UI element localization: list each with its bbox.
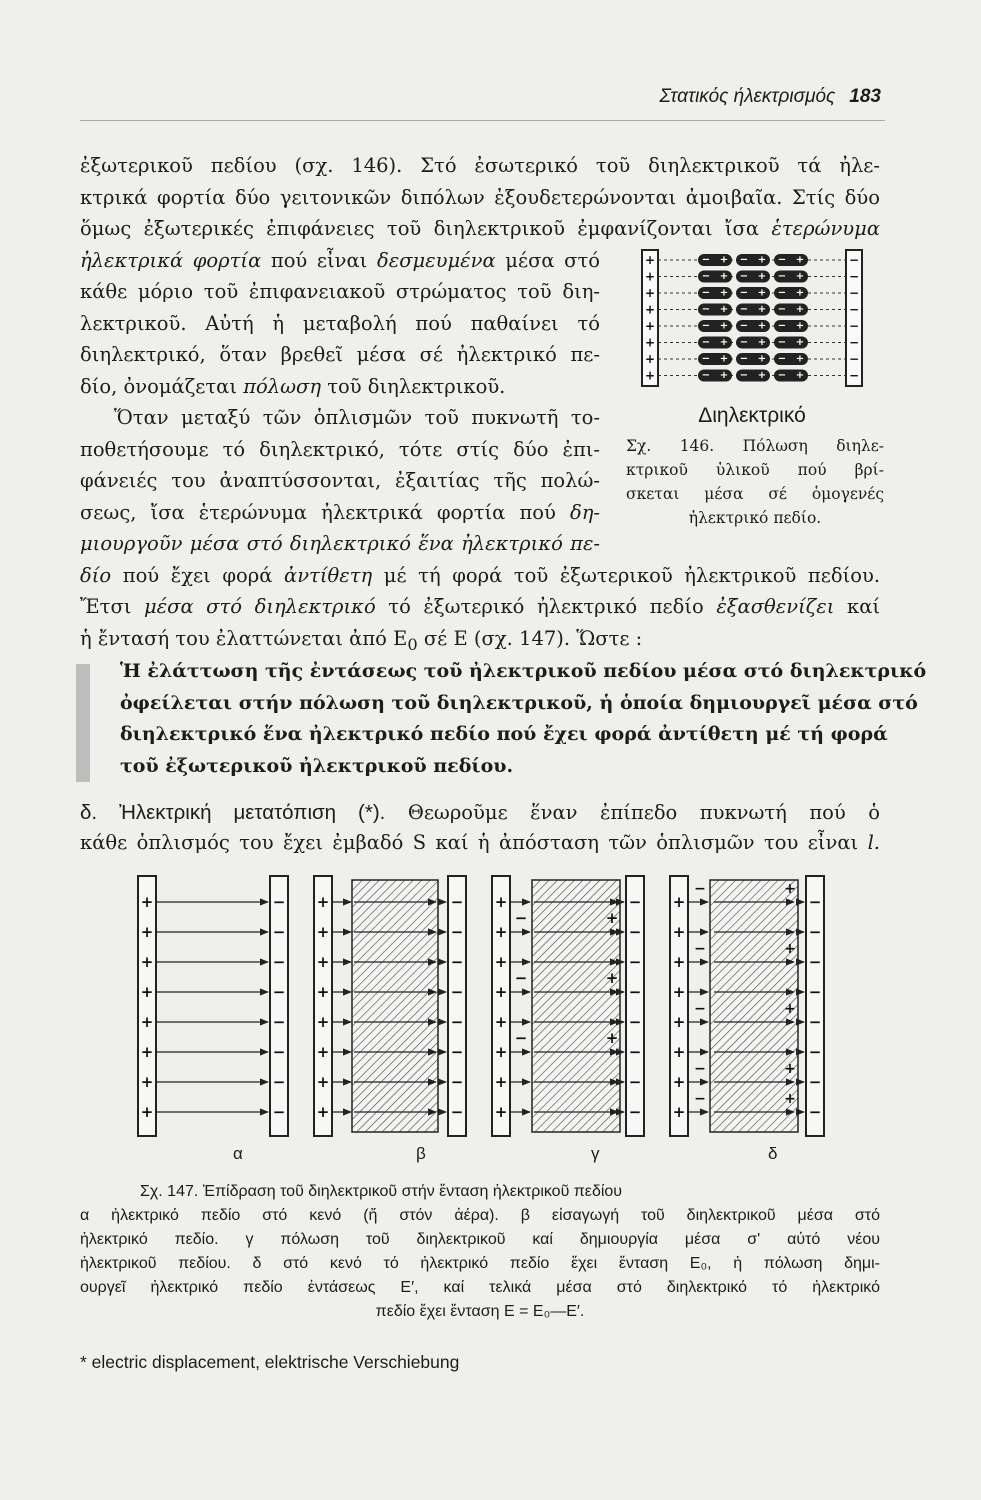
plate-minus-sign: − (808, 1073, 822, 1091)
dipole-plus-sign: + (757, 353, 767, 365)
plate-minus-sign: − (808, 1103, 822, 1121)
plate-minus-sign: − (808, 953, 822, 971)
polarization-plus-sign: + (784, 881, 796, 897)
plate-plus-sign: + (140, 893, 154, 911)
dipole-plus-sign: + (719, 370, 729, 381)
term-polarization: πόλωση (243, 374, 321, 398)
highlight-bar (76, 664, 90, 782)
symbol-l: l. (867, 831, 880, 854)
dipole-plus-sign: + (795, 353, 805, 365)
caption-line: πεδίο ἔχει ἔνταση E = E₀—E′. (375, 1303, 585, 1320)
text-run: Ἔτσι (80, 595, 132, 618)
caption-line: Σχ. 147. Ἐπίδραση τοῦ διηλεκτρικοῦ στήν ἔνταση ἠλεκτρικοῦ πεδίου (140, 1183, 623, 1200)
plate-minus-sign: − (848, 286, 860, 300)
plate-minus-sign: − (628, 1103, 642, 1121)
text-line (80, 798, 880, 828)
panel-a-negative-plate (270, 876, 288, 1136)
plate-minus-sign: − (450, 1043, 464, 1061)
dipole-plus-sign: + (757, 337, 767, 348)
caption-line: ἠλεκτρικό πεδίο. γ πόλωση τοῦ διηλεκτρικοῦ καί δημιουργία μέσα σ' αὐτό νέου (80, 1231, 880, 1248)
polarization-minus-sign: − (514, 1029, 528, 1047)
dipole-plus-sign: + (795, 337, 805, 348)
panel-label-d: δ (768, 1144, 778, 1163)
plate-minus-sign: − (848, 319, 860, 333)
plate-plus-sign: + (672, 893, 686, 911)
plate-plus-sign: + (140, 1043, 154, 1061)
polarization-plus-sign: + (784, 941, 796, 957)
polarization-plus-sign: + (605, 1029, 619, 1047)
panel-c-negative-plate (626, 876, 644, 1136)
figure-146-title: Διηλεκτρικό (698, 404, 806, 427)
polarization-minus-sign: − (694, 941, 706, 957)
plate-minus-sign: − (272, 923, 286, 941)
text-run-italic: μιουργοῦν μέσα στό διηλεκτρικό ἕνα ἠλεκτρικό πε- (80, 532, 600, 555)
dipole-plus-sign: + (719, 304, 729, 315)
term-electric-charges: ἠλεκτρικά φορτία (80, 248, 262, 272)
text-run: ἡ ἔντασή του ἐλαττώνεται ἀπό E (80, 626, 408, 650)
text-line: Ὅταν μεταξύ τῶν ὁπλισμῶν τοῦ πυκνωτῆ το- (114, 406, 600, 429)
plate-minus-sign: − (628, 983, 642, 1001)
text-run: μέσα στό (505, 248, 601, 272)
text-run-italic: δη- (569, 500, 600, 524)
dipole-plus-sign: + (795, 287, 805, 299)
plate-plus-sign: + (140, 1073, 154, 1091)
caption-line: ουργεῖ ἠλεκτρικό πεδίο ἐντάσεως E′, καί τελικά μέσα στό διηλεκτρικό τό ἠλεκτρικό (80, 1279, 880, 1296)
plate-minus-sign: − (450, 1103, 464, 1121)
dipoles (698, 254, 808, 382)
panel-label-c: γ (591, 1144, 600, 1163)
polarization-minus-sign: − (694, 1001, 706, 1017)
section-heading: δ. Ἠλεκτρική μετατόπιση (*). (80, 801, 386, 824)
dipole-plus-sign: + (757, 320, 767, 332)
plate-minus-sign: − (808, 1043, 822, 1061)
dipole-minus-sign: − (701, 287, 711, 299)
plate-minus-sign: − (848, 368, 860, 383)
dipole-plus-sign: + (719, 287, 729, 299)
plate-plus-sign: + (316, 1073, 330, 1091)
subscript: 0 (407, 634, 418, 654)
plate-minus-sign: − (808, 983, 822, 1001)
plate-plus-sign: + (644, 302, 656, 317)
section-electric-displacement (80, 798, 880, 858)
dipole-minus-sign: − (701, 353, 711, 365)
text-run: δίο, ὀνομάζεται (80, 374, 237, 398)
caption-line: α ἠλεκτρικό πεδίο στό κενό (ἤ στόν ἀέρα). β εἰσαγωγή τοῦ διηλεκτρικοῦ μέσα στό (80, 1207, 880, 1224)
dipole-minus-sign: − (777, 271, 787, 282)
text-line: διηλεκτρικό ἕνα ἠλεκτρικό πεδίο πού ἔχει φορά ἀντίθετη μέ τή φορά (120, 723, 888, 745)
text-run: πού ἔχει φορά (122, 563, 273, 587)
plate-plus-sign: + (672, 983, 686, 1001)
boxed-statement (120, 656, 927, 782)
text-line: φάνειές του ἀναπτύσσονται, ἐξαιτίας τῆς πολώ- (80, 469, 600, 492)
plate-plus-sign: + (316, 1013, 330, 1031)
plate-plus-sign: + (672, 923, 686, 941)
figure-147-dielectric-field (130, 866, 890, 1146)
text-line (80, 591, 880, 623)
dipole-minus-sign: − (739, 254, 749, 266)
caption-line: ἠλεκτρικοῦ πεδίου. δ στό κενό τό ἠλεκτρικό πεδίο ἔχει ἔνταση E₀, ἡ πόλωση δημι- (80, 1255, 880, 1272)
panel-b-negative-plate (448, 876, 466, 1136)
plate-plus-sign: + (494, 1103, 508, 1121)
plate-plus-sign: + (494, 983, 508, 1001)
dipole-plus-sign: + (795, 320, 805, 332)
text-run: σεως, ἴσα ἑτερώνυμα ἠλεκτρικά φορτία πού (80, 500, 556, 524)
plate-minus-sign: − (450, 953, 464, 971)
panel-label-b: β (416, 1144, 426, 1163)
plate-minus-sign: − (272, 1013, 286, 1031)
plate-plus-sign: + (316, 923, 330, 941)
dipole-plus-sign: + (757, 287, 767, 299)
plate-plus-sign: + (494, 1043, 508, 1061)
dipole-minus-sign: − (777, 304, 787, 315)
dipole-plus-sign: + (719, 271, 729, 282)
text-line (80, 560, 880, 592)
plate-plus-sign: + (316, 1103, 330, 1121)
polarization-minus-sign: − (514, 969, 528, 987)
dipole-minus-sign: − (701, 337, 711, 348)
text-run: μέ τή φορά τοῦ ἐξωτερικοῦ ἠλεκτρικοῦ πεδίου. (383, 563, 881, 587)
plate-plus-sign: + (644, 335, 656, 350)
dipole-minus-sign: − (739, 370, 749, 381)
plate-minus-sign: − (450, 923, 464, 941)
text-line: ὀφείλεται στήν πόλωση τοῦ διηλεκτρικοῦ, ἡ ὁποία δημιουργεῖ μέσα στό (120, 691, 918, 714)
text-line (80, 213, 880, 245)
plate-minus-sign: − (628, 1013, 642, 1031)
dipole-minus-sign: − (701, 370, 711, 381)
plate-minus-sign: − (848, 302, 860, 317)
plate-minus-sign: − (450, 983, 464, 1001)
text-line: ἐξωτερικοῦ πεδίου (σχ. 146). Στό ἐσωτερικό τοῦ διηλεκτρικοῦ τά ἠλε- (80, 154, 880, 177)
plate-plus-sign: + (494, 893, 508, 911)
dipole-plus-sign: + (757, 271, 767, 282)
plate-minus-sign: − (272, 1103, 286, 1121)
dipole-minus-sign: − (777, 320, 787, 332)
plate-minus-sign: − (628, 893, 642, 911)
plate-minus-sign: − (628, 953, 642, 971)
plate-minus-sign: − (272, 893, 286, 911)
text-run: πού εἶναι (270, 248, 368, 272)
plate-minus-sign: − (272, 953, 286, 971)
text-run-italic: δίο (80, 563, 112, 587)
panel-label-a: α (233, 1144, 243, 1163)
dipole-minus-sign: − (777, 287, 787, 299)
dipole-plus-sign: + (757, 254, 767, 266)
text-line: κάθε μόριο τοῦ ἐπιφανειακοῦ στρώματος τοῦ διη- (80, 280, 600, 303)
text-line: λεκτρικοῦ. Αὐτή ἡ μεταβολή πού παθαίνει τό (80, 311, 600, 335)
polarization-minus-sign: − (694, 881, 706, 897)
figure-146-caption (626, 434, 884, 530)
text-line: ποθετήσουμε τό διηλεκτρικό, τότε στίς δύο ἐπι- (80, 437, 600, 461)
text-line (80, 497, 600, 529)
text-run-italic: μέσα στό διηλεκτρικό (144, 595, 376, 618)
polarization-plus-sign: + (605, 969, 619, 987)
plate-plus-sign: + (316, 953, 330, 971)
polarization-plus-sign: + (784, 1001, 796, 1017)
text-line: κτρικά φορτία δύο γειτονικῶν διπόλων ἐξουδετερώνονται ἀμοιβαῖα. Στίς δύο (80, 185, 880, 209)
plate-minus-sign: − (272, 983, 286, 1001)
term-opposite-charges: ἑτερώνυμα (771, 217, 880, 240)
dipole-plus-sign: + (719, 337, 729, 348)
caption-line: σκεται μέσα σέ ὁμογενές (626, 485, 884, 503)
polarization-plus-sign: + (784, 1061, 796, 1077)
dipole-minus-sign: − (777, 254, 787, 266)
term-opposite: ἀντίθετη (284, 563, 373, 587)
dipole-minus-sign: − (777, 337, 787, 348)
dipole-plus-sign: + (719, 320, 729, 332)
plate-plus-sign: + (316, 893, 330, 911)
text-line: τοῦ ἐξωτερικοῦ ἠλεκτρικοῦ πεδίου. (120, 754, 514, 777)
text-line (80, 828, 880, 858)
panel-b-dielectric-slab (352, 880, 438, 1132)
dipole-minus-sign: − (701, 304, 711, 315)
dipole-minus-sign: − (701, 254, 711, 266)
dipole-minus-sign: − (701, 271, 711, 282)
term-bound: δεσμευμένα (376, 248, 496, 272)
figure-146-dielectric (640, 246, 870, 391)
plate-minus-sign: − (450, 1073, 464, 1091)
text-run: ὅμως ἐξωτερικές ἐπιφάνειες τοῦ διηλεκτρικοῦ ἐμφανίζονται ἴσα (80, 217, 760, 240)
plate-minus-sign: − (848, 352, 860, 366)
plate-plus-sign: + (140, 983, 154, 1001)
text-line (80, 528, 600, 560)
plate-plus-sign: + (316, 983, 330, 1001)
dipole-minus-sign: − (739, 353, 749, 365)
panel-d-negative-plate (806, 876, 824, 1136)
dipole-minus-sign: − (739, 320, 749, 332)
plate-plus-sign: + (140, 1013, 154, 1031)
plate-minus-sign: − (628, 1073, 642, 1091)
panel-a-positive-plate (138, 876, 156, 1136)
dipole-minus-sign: − (777, 370, 787, 381)
panel-c-positive-plate (492, 876, 510, 1136)
plate-minus-sign: − (272, 1043, 286, 1061)
plate-minus-sign: − (628, 923, 642, 941)
polarization-minus-sign: − (514, 909, 528, 927)
plate-minus-sign: − (808, 923, 822, 941)
plate-plus-sign: + (644, 319, 656, 333)
plate-plus-sign: + (494, 1013, 508, 1031)
text-line: διηλεκτρικό, ὅταν βρεθεῖ μέσα σέ ἠλεκτρικό πε- (80, 343, 600, 366)
caption-line: Σχ. 146. Πόλωση διηλε- (626, 437, 884, 455)
plate-plus-sign: + (140, 923, 154, 941)
running-head (660, 86, 881, 108)
panel-b-positive-plate (314, 876, 332, 1136)
caption-line: ἠλεκτρικό πεδίο. (688, 509, 822, 527)
plate-minus-sign: − (808, 1013, 822, 1031)
plate-plus-sign: + (672, 1043, 686, 1061)
dipole-plus-sign: + (719, 254, 729, 266)
page-number: 183 (849, 86, 881, 107)
dipole-plus-sign: + (757, 304, 767, 315)
dipole-plus-sign: + (757, 370, 767, 381)
text-line (80, 245, 600, 277)
dipole-plus-sign: + (795, 370, 805, 381)
figure-147-panels (138, 876, 824, 1136)
plate-plus-sign: + (644, 253, 656, 267)
plate-minus-sign: − (628, 1043, 642, 1061)
plate-plus-sign: + (644, 286, 656, 300)
plate-minus-sign: − (450, 893, 464, 911)
plate-plus-sign: + (494, 953, 508, 971)
caption-line: κτρικοῦ ὑλικοῦ πού βρί- (626, 461, 884, 479)
text-run: καί (847, 595, 881, 618)
text-run: κάθε ὁπλισμός του ἔχει ἐμβαδό S καί ἡ ἀπόσταση τῶν ὁπλισμῶν του εἶναι (80, 831, 859, 854)
plate-plus-sign: + (494, 1073, 508, 1091)
polarization-plus-sign: + (784, 1091, 796, 1107)
footnote: * electric displacement, elektrische Verschiebung (80, 1352, 460, 1372)
plate-plus-sign: + (316, 1043, 330, 1061)
header-rule (80, 120, 885, 121)
text-run: τό ἐξωτερικό ἠλεκτρικό πεδίο (388, 595, 704, 618)
text-run: σέ E (σχ. 147). Ὥστε : (423, 626, 643, 650)
plate-minus-sign: − (450, 1013, 464, 1031)
plate-plus-sign: + (672, 953, 686, 971)
text-line: Ἡ ἐλάττωση τῆς ἐντάσεως τοῦ ἠλεκτρικοῦ πεδίου μέσα στό διηλεκτρικό (120, 660, 927, 682)
term-weakens: ἐξασθενίζει (716, 595, 835, 618)
dipole-plus-sign: + (795, 304, 805, 315)
dipole-plus-sign: + (719, 353, 729, 365)
running-head-title: Στατικός ήλεκτρισμός (659, 86, 836, 107)
text-line (80, 623, 880, 660)
plate-plus-sign: + (494, 923, 508, 941)
panel-d-positive-plate (670, 876, 688, 1136)
plate-plus-sign: + (672, 1013, 686, 1031)
polarization-plus-sign: + (605, 909, 619, 927)
dipole-minus-sign: − (701, 320, 711, 332)
figure-147-caption (80, 1180, 880, 1324)
dipole-plus-sign: + (795, 271, 805, 282)
plate-plus-sign: + (672, 1103, 686, 1121)
text-run: Θεωροῦμε ἕναν ἐπίπεδο πυκνωτή πού ὁ (407, 801, 880, 824)
dipole-minus-sign: − (739, 304, 749, 315)
plate-plus-sign: + (644, 352, 656, 366)
plate-minus-sign: − (272, 1073, 286, 1091)
text-run: τοῦ διηλεκτρικοῦ. (327, 374, 506, 398)
plate-minus-sign: − (808, 893, 822, 911)
dipole-minus-sign: − (739, 271, 749, 282)
dipole-minus-sign: − (739, 337, 749, 348)
plate-plus-sign: + (140, 953, 154, 971)
polarization-minus-sign: − (694, 1091, 706, 1107)
plate-minus-sign: − (848, 335, 860, 350)
plate-minus-sign: − (848, 269, 860, 284)
polarization-minus-sign: − (694, 1061, 706, 1077)
dipole-minus-sign: − (777, 353, 787, 365)
plate-plus-sign: + (672, 1073, 686, 1091)
figure-147-panel-labels (0, 1144, 981, 1168)
plate-plus-sign: + (644, 269, 656, 284)
plate-plus-sign: + (140, 1103, 154, 1121)
plate-minus-sign: − (848, 253, 860, 267)
dipole-minus-sign: − (739, 287, 749, 299)
dipole-plus-sign: + (795, 254, 805, 266)
plate-plus-sign: + (644, 368, 656, 383)
